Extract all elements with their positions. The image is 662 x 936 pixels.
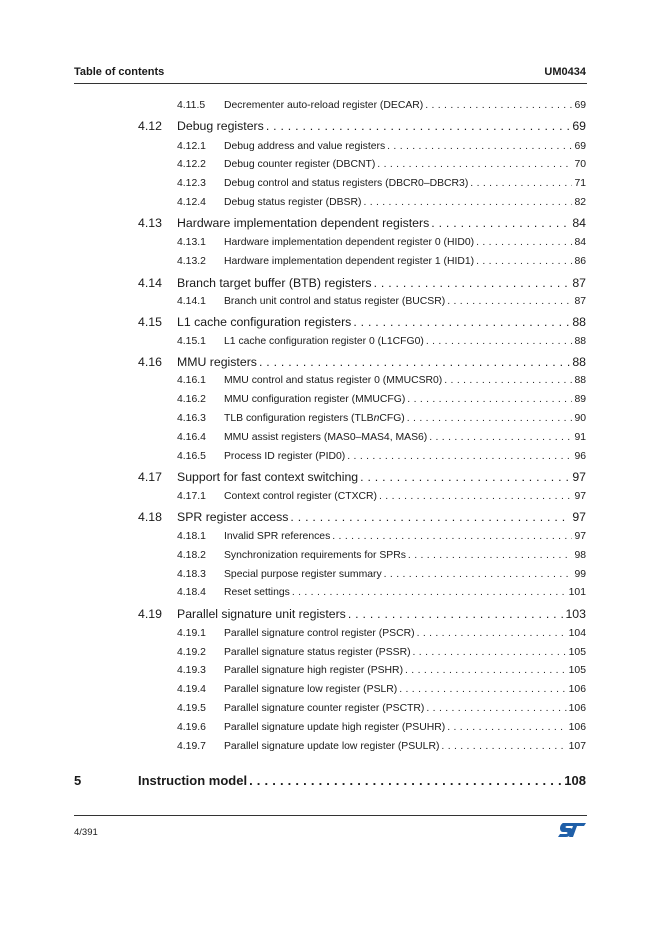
toc-title: Parallel signature status register (PSSR) bbox=[224, 647, 411, 658]
running-header-section: Table of contents bbox=[74, 66, 165, 78]
toc-title: Debug address and value registers bbox=[224, 141, 386, 152]
toc-page: 105 bbox=[568, 647, 586, 658]
toc-leader bbox=[407, 394, 572, 405]
toc-title: MMU assist registers (MAS0–MAS4, MAS6) bbox=[224, 432, 428, 443]
toc-number: 4.19.7 bbox=[177, 741, 206, 752]
toc-leader bbox=[374, 276, 571, 290]
toc-page: 106 bbox=[568, 703, 586, 714]
toc-page: 105 bbox=[568, 665, 586, 676]
toc-leader bbox=[387, 141, 572, 152]
toc-title: Branch target buffer (BTB) registers bbox=[177, 276, 372, 290]
toc-entry-4-16[interactable] bbox=[138, 355, 586, 369]
toc-title: Decrementer auto-reload register (DECAR) bbox=[224, 100, 424, 111]
toc-entry-4-16-2[interactable] bbox=[177, 394, 586, 405]
toc-leader bbox=[347, 451, 572, 462]
toc-number: 4.18.1 bbox=[177, 531, 206, 542]
toc-entry-4-18-2[interactable] bbox=[177, 550, 586, 561]
toc-leader bbox=[363, 197, 572, 208]
toc-title: Instruction model bbox=[138, 773, 248, 788]
toc-title: Process ID register (PID0) bbox=[224, 451, 346, 462]
toc-title: Invalid SPR references bbox=[224, 531, 331, 542]
toc-leader bbox=[476, 256, 572, 267]
toc-page: 69 bbox=[574, 100, 586, 111]
toc-leader bbox=[429, 432, 572, 443]
toc-leader bbox=[408, 550, 573, 561]
toc-entry-4-18-4[interactable] bbox=[177, 587, 586, 598]
toc-page: 70 bbox=[574, 159, 586, 170]
toc-page: 91 bbox=[574, 432, 586, 443]
toc-leader bbox=[332, 531, 572, 542]
toc-number: 4.13.2 bbox=[177, 256, 206, 267]
toc-number: 4.19.4 bbox=[177, 684, 206, 695]
toc-number: 4.12 bbox=[138, 119, 162, 133]
toc-page: 87 bbox=[574, 296, 586, 307]
toc-page: 106 bbox=[568, 722, 586, 733]
toc-entry-chapter-5[interactable] bbox=[74, 773, 586, 788]
toc-number: 4.17 bbox=[138, 470, 162, 484]
toc-title: Parallel signature control register (PSCR) bbox=[224, 628, 415, 639]
toc-entry-4-19-4[interactable] bbox=[177, 684, 586, 695]
toc-number: 4.14 bbox=[138, 276, 162, 290]
toc-entry-4-16-3[interactable] bbox=[177, 413, 586, 424]
toc-number: 4.14.1 bbox=[177, 296, 206, 307]
toc-leader bbox=[290, 510, 570, 524]
toc-page: 97 bbox=[574, 491, 586, 502]
toc-page: 104 bbox=[568, 628, 586, 639]
toc-title: L1 cache configuration registers bbox=[177, 315, 352, 329]
toc-page: 69 bbox=[574, 141, 586, 152]
toc-leader bbox=[360, 470, 570, 484]
toc-entry-4-17[interactable] bbox=[138, 470, 586, 484]
toc-title: Debug status register (DBSR) bbox=[224, 197, 362, 208]
toc-page: 98 bbox=[574, 550, 586, 561]
toc-entry-4-18[interactable] bbox=[138, 510, 586, 524]
toc-page: 88 bbox=[572, 315, 586, 329]
toc-leader bbox=[447, 722, 566, 733]
toc-title: Debug counter register (DBCNT) bbox=[224, 159, 376, 170]
toc-title: Synchronization requirements for SPRs bbox=[224, 550, 406, 561]
toc-page: 96 bbox=[574, 451, 586, 462]
toc-entry-4-14[interactable] bbox=[138, 276, 586, 290]
toc-page: 84 bbox=[574, 237, 586, 248]
toc-entry-4-19-2[interactable] bbox=[177, 647, 586, 658]
toc-page: 84 bbox=[572, 216, 586, 230]
toc-entry-4-15[interactable] bbox=[138, 315, 586, 329]
toc-title: Context control register (CTXCR) bbox=[224, 491, 378, 502]
toc-leader bbox=[292, 587, 567, 598]
toc-entry-4-12-4[interactable] bbox=[177, 197, 586, 208]
toc-number: 4.12.2 bbox=[177, 159, 206, 170]
toc-page: 97 bbox=[572, 510, 586, 524]
footer-rule bbox=[74, 815, 587, 816]
toc-number: 4.12.3 bbox=[177, 178, 206, 189]
toc-page: 87 bbox=[572, 276, 586, 290]
toc-entry-4-12-3[interactable] bbox=[177, 178, 586, 189]
toc-title: Hardware implementation dependent register 1 (HID1) bbox=[224, 256, 475, 267]
toc-entry-4-16-5[interactable] bbox=[177, 451, 586, 462]
toc-entry-4-13[interactable] bbox=[138, 216, 586, 230]
running-header-doc-id: UM0434 bbox=[544, 66, 586, 78]
toc-page: 97 bbox=[574, 531, 586, 542]
toc-number: 4.16.3 bbox=[177, 413, 206, 424]
toc-number: 4.19.2 bbox=[177, 647, 206, 658]
toc-number: 4.12.4 bbox=[177, 197, 206, 208]
toc-entry-4-12-2[interactable] bbox=[177, 159, 586, 170]
toc-number: 4.13 bbox=[138, 216, 162, 230]
st-logo-icon bbox=[557, 822, 587, 838]
toc-leader bbox=[407, 413, 573, 424]
toc-title: Hardware implementation dependent registers bbox=[177, 216, 430, 230]
toc-number: 4.18.4 bbox=[177, 587, 206, 598]
toc-number: 4.19.1 bbox=[177, 628, 206, 639]
toc-title: Parallel signature update high register (PSUHR) bbox=[224, 722, 446, 733]
toc-entry-4-19-5[interactable] bbox=[177, 703, 586, 714]
toc-number: 4.18.3 bbox=[177, 569, 206, 580]
toc-title: Debug registers bbox=[177, 119, 264, 133]
toc-entry-4-13-1[interactable] bbox=[177, 237, 586, 248]
toc-leader bbox=[377, 159, 572, 170]
toc-number: 5 bbox=[74, 773, 82, 788]
toc-number: 4.18.2 bbox=[177, 550, 206, 561]
toc-page: 69 bbox=[572, 119, 586, 133]
toc-page: 82 bbox=[574, 197, 586, 208]
toc-leader bbox=[348, 607, 564, 621]
toc-leader bbox=[417, 628, 567, 639]
toc-entry-4-19-3[interactable] bbox=[177, 665, 586, 676]
page-number: 4/391 bbox=[74, 827, 98, 838]
toc-number: 4.16.1 bbox=[177, 375, 206, 386]
toc-title: Parallel signature unit registers bbox=[177, 607, 346, 621]
toc-entry-4-19[interactable] bbox=[138, 607, 586, 621]
toc-title: Parallel signature update low register (PSULR) bbox=[224, 741, 440, 752]
toc-number: 4.12.1 bbox=[177, 141, 206, 152]
toc-page: 88 bbox=[574, 375, 586, 386]
toc-number: 4.18 bbox=[138, 510, 162, 524]
toc-entry-4-12-1[interactable] bbox=[177, 141, 586, 152]
toc-entry-4-12[interactable] bbox=[138, 119, 586, 133]
toc-leader bbox=[413, 647, 567, 658]
toc-page: 88 bbox=[572, 355, 586, 369]
toc-title: Debug control and status registers (DBCR0–DBCR3) bbox=[224, 178, 469, 189]
toc-title: Reset settings bbox=[224, 587, 290, 598]
toc-number: 4.19.6 bbox=[177, 722, 206, 733]
toc-number: 4.19.5 bbox=[177, 703, 206, 714]
toc-entry-4-16-4[interactable] bbox=[177, 432, 586, 443]
toc-title: Parallel signature counter register (PSCTR) bbox=[224, 703, 425, 714]
toc-leader bbox=[431, 216, 570, 230]
toc-entry-4-18-3[interactable] bbox=[177, 569, 586, 580]
toc-entry-4-16-1[interactable] bbox=[177, 375, 586, 386]
toc-leader bbox=[444, 375, 572, 386]
toc-leader bbox=[441, 741, 566, 752]
toc-page: 86 bbox=[574, 256, 586, 267]
toc-entry-4-17-1[interactable] bbox=[177, 491, 586, 502]
toc-leader bbox=[405, 665, 567, 676]
toc-title: MMU control and status register 0 (MMUCSR0) bbox=[224, 375, 443, 386]
toc-number: 4.16.5 bbox=[177, 451, 206, 462]
toc-leader bbox=[426, 336, 573, 347]
toc-page: 106 bbox=[568, 684, 586, 695]
toc-page: 101 bbox=[568, 587, 586, 598]
toc-leader bbox=[447, 296, 572, 307]
toc-entry-4-19-1[interactable] bbox=[177, 628, 586, 639]
toc-leader bbox=[425, 100, 572, 111]
toc-page: 90 bbox=[574, 413, 586, 424]
toc-leader bbox=[399, 684, 566, 695]
header-rule bbox=[74, 83, 587, 84]
toc-leader bbox=[379, 491, 572, 502]
toc-title: Parallel signature high register (PSHR) bbox=[224, 665, 404, 676]
toc-page: 108 bbox=[564, 773, 586, 788]
toc-leader bbox=[384, 569, 573, 580]
toc-leader bbox=[476, 237, 572, 248]
toc-leader bbox=[353, 315, 570, 329]
toc-page: 71 bbox=[574, 178, 586, 189]
toc-number: 4.15 bbox=[138, 315, 162, 329]
toc-entry-4-14-1[interactable] bbox=[177, 296, 586, 307]
toc-title: Parallel signature low register (PSLR) bbox=[224, 684, 398, 695]
toc-title: Support for fast context switching bbox=[177, 470, 359, 484]
toc-number: 4.11.5 bbox=[177, 100, 206, 111]
toc-number: 4.16.2 bbox=[177, 394, 206, 405]
toc-entry-4-19-6[interactable] bbox=[177, 722, 586, 733]
toc-leader bbox=[266, 119, 571, 133]
toc-title: Branch unit control and status register (BUCSR) bbox=[224, 296, 446, 307]
toc-number: 4.15.1 bbox=[177, 336, 206, 347]
toc-title: Hardware implementation dependent register 0 (HID0) bbox=[224, 237, 475, 248]
toc-number: 4.17.1 bbox=[177, 491, 206, 502]
toc-leader bbox=[470, 178, 572, 189]
toc-number: 4.16.4 bbox=[177, 432, 206, 443]
toc-title: MMU registers bbox=[177, 355, 257, 369]
toc-title: L1 cache configuration register 0 (L1CFG0) bbox=[224, 336, 424, 347]
toc-number: 4.13.1 bbox=[177, 237, 206, 248]
toc-page: 103 bbox=[565, 607, 586, 621]
toc-page: 97 bbox=[572, 470, 586, 484]
toc-page: 107 bbox=[568, 741, 586, 752]
toc-entry-4-15-1[interactable] bbox=[177, 336, 586, 347]
toc-number: 4.19.3 bbox=[177, 665, 206, 676]
toc-entry-4-18-1[interactable] bbox=[177, 531, 586, 542]
toc-title: TLB configuration registers (TLBnCFG) bbox=[224, 413, 405, 424]
toc-title: SPR register access bbox=[177, 510, 289, 524]
toc-page: 99 bbox=[574, 569, 586, 580]
toc-entry-4-19-7[interactable] bbox=[177, 741, 586, 752]
toc-page: 88 bbox=[574, 336, 586, 347]
toc-leader bbox=[259, 355, 570, 369]
toc-page: 89 bbox=[574, 394, 586, 405]
toc-leader bbox=[426, 703, 566, 714]
toc-entry-4-11-5[interactable] bbox=[177, 100, 586, 111]
toc-title: Special purpose register summary bbox=[224, 569, 382, 580]
toc-number: 4.19 bbox=[138, 607, 162, 621]
toc-entry-4-13-2[interactable] bbox=[177, 256, 586, 267]
toc-number: 4.16 bbox=[138, 355, 162, 369]
toc-title: MMU configuration register (MMUCFG) bbox=[224, 394, 406, 405]
toc-leader bbox=[249, 773, 562, 788]
